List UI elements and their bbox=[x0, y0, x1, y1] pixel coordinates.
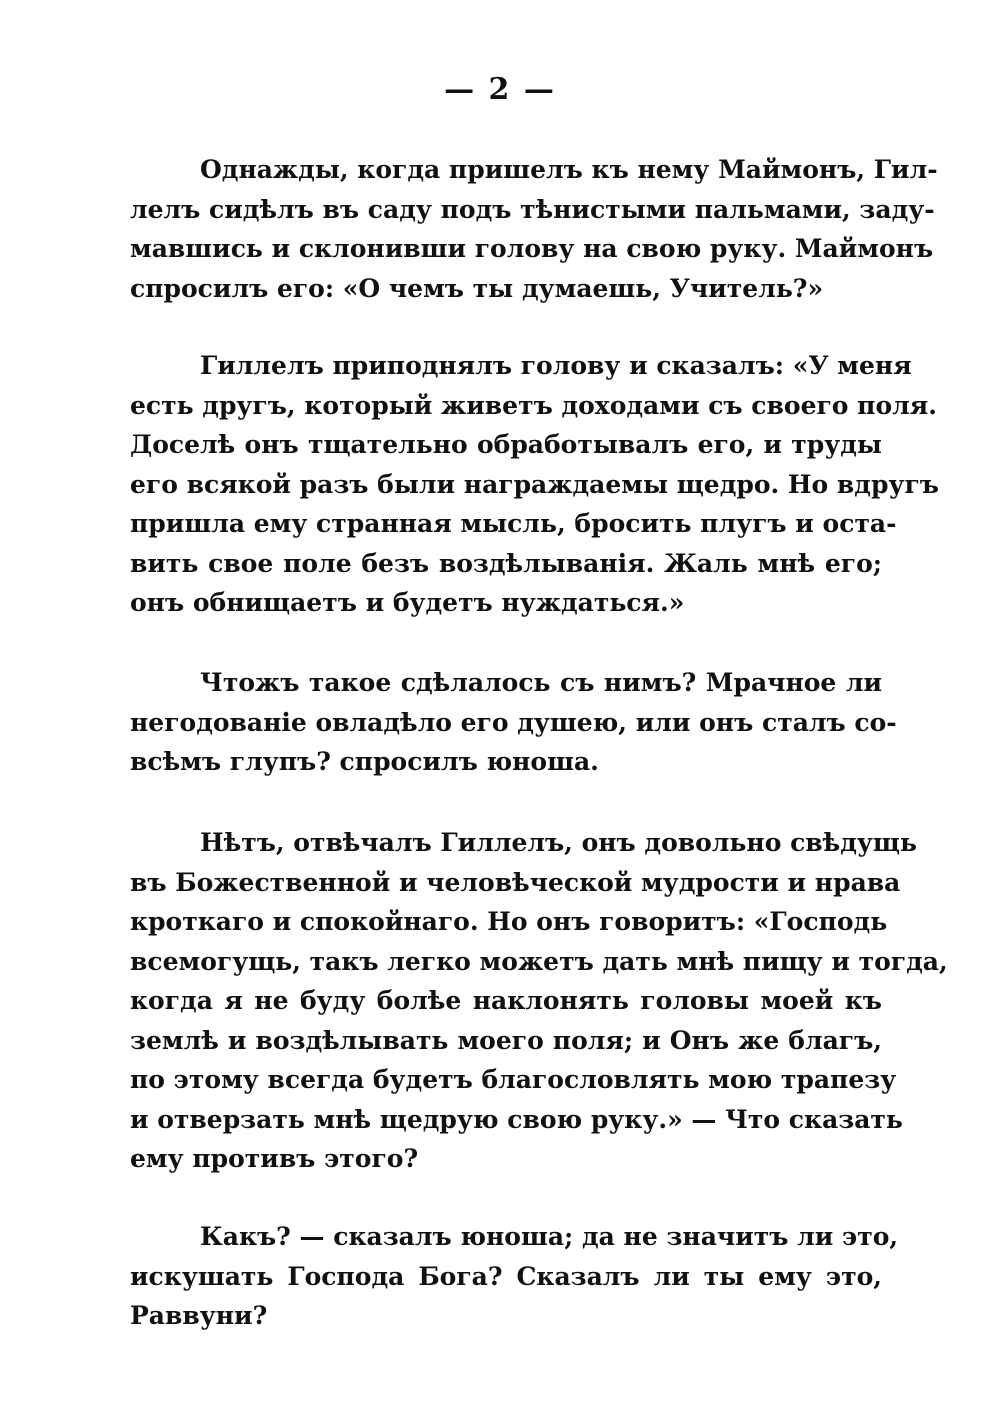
text-line: когда я не буду болѣе наклонять головы моей къ bbox=[130, 986, 882, 1015]
text-line: по этому всегда будетъ благословлять мою трапезу bbox=[130, 1065, 897, 1094]
text-line: Однажды, когда пришелъ къ нему Маймонъ, Гил- bbox=[200, 155, 938, 184]
text-line: землѣ и воздѣлывать моего поля; и Онъ же благъ, bbox=[130, 1025, 882, 1055]
text-line: пришла ему странная мысль, бросить плугъ и оста- bbox=[130, 509, 897, 538]
text-line: всемогущь, такъ легко можетъ дать мнѣ пищу и тогда, bbox=[130, 946, 948, 976]
text-line: Гиллелъ приподнялъ голову и сказалъ: «У меня bbox=[200, 351, 912, 380]
text-line: Раввуни? bbox=[130, 1301, 268, 1330]
text-line: есть другъ, который живетъ доходами съ своего поля. bbox=[130, 390, 937, 420]
text-line: негодованіе овладѣло его душею, или онъ сталъ со- bbox=[130, 707, 897, 737]
text-line: искушать Господа Бога? Сказалъ ли ты ему это, bbox=[130, 1261, 882, 1291]
text-line: онъ обнищаетъ и будетъ нуждаться.» bbox=[130, 588, 685, 617]
text-line: спросилъ его: «О чемъ ты думаешь, Учитель?» bbox=[130, 273, 824, 303]
text-line: ему противъ этого? bbox=[130, 1144, 419, 1173]
text-line: кроткаго и спокойнаго. Но онъ говоритъ: «Господь bbox=[130, 907, 888, 936]
text-line: всѣмъ глупъ? спросилъ юноша. bbox=[130, 747, 599, 776]
text-line: вить свое поле безъ воздѣлыванія. Жаль мнѣ его; bbox=[130, 548, 882, 578]
text-line: его всякой разъ были награждаемы щедро. Но вдругъ bbox=[130, 469, 939, 499]
text-line: Чтожъ такое сдѣлалось съ нимъ? Мрачное ли bbox=[200, 668, 882, 697]
text-line: въ Божественной и человѣческой мудрости и нрава bbox=[130, 867, 901, 897]
paragraph-4 bbox=[130, 823, 948, 1179]
paragraph-2 bbox=[130, 346, 939, 623]
text-line: мавшись и склонивши голову на свою руку. Маймонъ bbox=[130, 234, 934, 263]
text-line: Доселѣ онъ тщательно обработывалъ его, и труды bbox=[130, 430, 882, 459]
paragraph-3 bbox=[130, 663, 897, 782]
text-line: и отверзать мнѣ щедрую свою руку.» — Что сказать bbox=[130, 1104, 903, 1134]
text-line: лелъ сидѣлъ въ саду подъ тѣнистыми пальмами, заду- bbox=[130, 194, 935, 224]
text-line: Нѣтъ, отвѣчалъ Гиллелъ, онъ довольно свѣдущь bbox=[200, 828, 917, 857]
text-line: Какъ? — сказалъ юноша; да не значитъ ли это, bbox=[200, 1222, 899, 1251]
page-number: — 2 — bbox=[444, 72, 556, 107]
paragraph-5 bbox=[130, 1217, 899, 1336]
paragraph-1 bbox=[130, 150, 938, 308]
